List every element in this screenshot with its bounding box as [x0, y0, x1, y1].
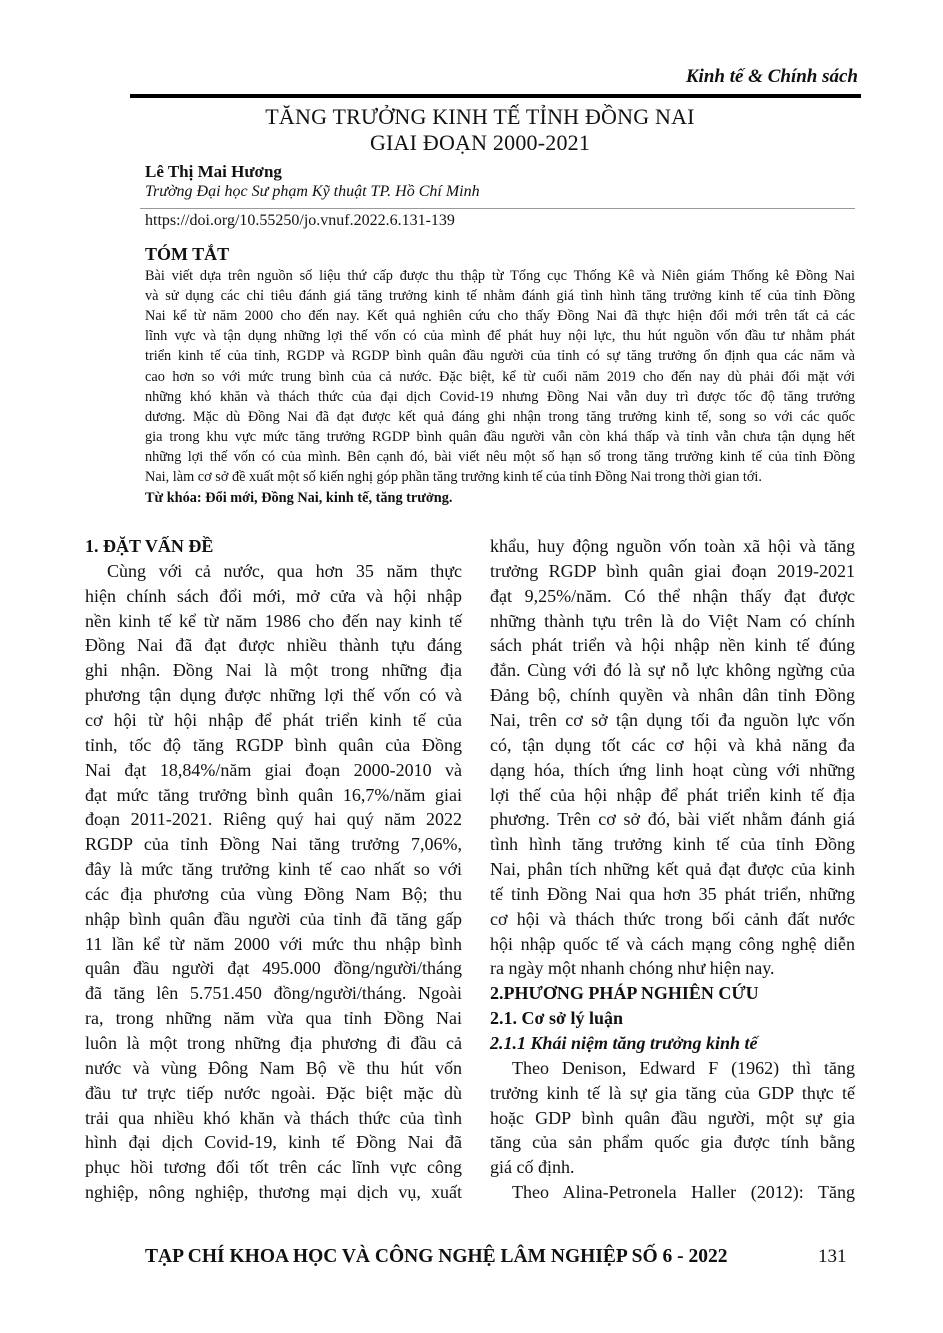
body-line: đầu tư trực tiếp nước ngoài. Đặc biệt mặc dù — [85, 1082, 462, 1103]
body-line: giá cố định. — [490, 1157, 575, 1178]
body-line: ra ngày một nhanh chóng như hiện nay. — [490, 958, 775, 979]
author-name: Lê Thị Mai Hương — [145, 162, 282, 181]
doi-link[interactable]: https://doi.org/10.55250/jo.vnuf.2022.6.131-139 — [145, 212, 455, 229]
body-line: các địa phương của vùng Đồng Nam Bộ; thu — [85, 883, 462, 904]
section-header: Kinh tế & Chính sách — [685, 66, 858, 87]
body-line: nghiệp, nông nghiệp, thương mại dịch vụ, xuất — [85, 1182, 462, 1203]
body-line: 11 lần kể từ năm 2000 với mức thu nhập bình — [85, 933, 462, 954]
body-line: hội nhập quốc tế và cách mạng công nghệ diễn — [490, 933, 855, 954]
body-line: nhập bình quân đầu người của tỉnh đã tăng gấp — [85, 908, 462, 929]
abstract-line: và sử dụng các chỉ tiêu đánh giá tăng trưởng kinh tế nhằm đánh giá tình hình tăng trưởng kinh tế của tỉnh Đồng — [145, 288, 855, 305]
body-line: những thành tựu trên là do Việt Nam có chính — [490, 610, 855, 631]
divider — [140, 208, 855, 209]
abstract-line: những lợi thế vốn có của mình. Bên cạnh đó, bài viết nêu một số hạn số trong tăng trưởng kinh tế của tỉnh Đồng — [145, 448, 855, 465]
body-line: tỉnh, tốc độ tăng RGDP bình quân của Đồng — [85, 734, 462, 755]
body-line: đạt 9,25%/năm. Có thể nhận thấy đạt được — [490, 585, 855, 606]
body-line: đã tăng lên 5.751.450 đồng/người/tháng. Ngoài — [85, 983, 462, 1004]
body-line: hoặc GDP bình quân đầu người, một sự gia — [490, 1107, 855, 1128]
abstract-line: Nai kể từ năm 2000 cho đến nay. Kết quả nghiên cứu cho thấy Đồng Nai đã thực hiện đổi mới trên tất cả các — [145, 308, 855, 325]
body-line: khẩu, huy động nguồn vốn toàn xã hội và tăng — [490, 536, 855, 556]
body-line: đây là mức tăng trưởng kinh tế cao nhất so với — [85, 859, 462, 880]
body-line: RGDP của tỉnh Đồng Nai tăng trưởng 7,06%, — [85, 834, 462, 855]
body-line: luôn là một trong những địa phương đi đầu cả — [85, 1033, 462, 1053]
body-line: Theo Denison, Edward F (1962) thì tăng — [512, 1057, 855, 1078]
abstract-line: lĩnh vực và tận dụng những lợi thế vốn có của mình để phát huy nội lực, thu hút nguồn vốn đầu tư nhằm phát — [145, 328, 855, 345]
body-line: đạt mức tăng trưởng bình quân 16,7%/năm giai — [85, 784, 462, 805]
body-line: Nai, trên cơ sở tận dụng tối đa nguồn lực vốn — [490, 709, 855, 730]
abstract-line: Bài viết dựa trên nguồn số liệu thứ cấp được thu thập từ Tổng cục Thống Kê và Niên giám Thống kê Đồng Nai — [145, 268, 855, 284]
body-line: lợi thế của hội nhập để phát triển kinh tế địa — [490, 784, 855, 805]
abstract-line: triển kinh tế của tỉnh, RGDP và RGDP bình quân đầu người của tỉnh có sự tăng trưởng ổn định qua các năm và — [145, 348, 855, 365]
abstract-line: gia trong khu vực mức tăng trưởng RGDP bình quân đầu người vẫn còn khá thấp và tỉnh vẫn chưa tận dụng hết — [145, 428, 855, 445]
section-heading: 2.1.1 Khái niệm tăng trưởng kinh tế — [490, 1033, 758, 1053]
body-line: phương tận dụng được những lợi thế vốn có và — [85, 685, 462, 706]
abstract-line: Nai, làm cơ sở đề xuất một số kiến nghị góp phần tăng trưởng kinh tế của tỉnh Đồng Nai trong thời gian tới. — [145, 469, 762, 485]
body-line: Cùng với cả nước, qua hơn 35 năm thực — [107, 560, 462, 581]
body-line: ghi nhận. Đồng Nai là một trong những địa — [85, 660, 462, 681]
section-heading: 2.1. Cơ sở lý luận — [490, 1008, 623, 1029]
body-line: nền kinh tế kể từ năm 1986 cho đến nay kinh tế — [85, 610, 462, 631]
abstract-line: dương. Mặc dù Đồng Nai đã đạt được kết quả đáng ghi nhận trong tăng trưởng kinh tế, song so với các quốc — [145, 408, 855, 425]
body-line: cơ hội và thách thức trong bối cảnh đất nước — [490, 908, 855, 929]
abstract-line: cao hơn so với mức trung bình của cả nước. Đặc biệt, kể từ cuối năm 2019 cho đến nay dù phải đối mặt với — [145, 368, 855, 385]
body-line: Đồng Nai đã đạt được nhiều thành tựu đáng — [85, 635, 462, 656]
body-line: trải qua nhiều khó khăn và thách thức của tình — [85, 1107, 462, 1128]
body-line: Theo Alina-Petronela Haller (2012): Tăng — [512, 1182, 855, 1203]
body-line: hiện chính sách đổi mới, mở cửa và hội nhập — [85, 585, 462, 606]
body-line: cơ hội từ hội nhập để phát triển kinh tế của — [85, 709, 462, 730]
body-line: tăng của sản phẩm quốc gia được tính bằng — [490, 1132, 855, 1153]
body-line: đắn. Cùng với đó là sự nỗ lực không ngừng của — [490, 660, 855, 681]
body-line: trưởng RGDP bình quân giai đoạn 2019-2021 — [490, 560, 855, 581]
page-number: 131 — [818, 1246, 847, 1267]
article-title-line-1: TĂNG TRƯỞNG KINH TẾ TỈNH ĐỒNG NAI — [265, 104, 695, 129]
body-line: ra, trong những năm vừa qua tỉnh Đồng Nai — [85, 1008, 462, 1029]
body-line: dạng hóa, thích ứng linh hoạt cùng với những — [490, 759, 855, 780]
body-line: sách phát triển và hội nhập nền kinh tế đúng — [490, 635, 855, 656]
body-line: phương. Trên cơ sở đó, bài viết nhằm đánh giá — [490, 809, 855, 830]
section-heading: 1. ĐẶT VẤN ĐỀ — [85, 536, 214, 556]
body-line: quân đầu người đạt 495.000 đồng/người/tháng — [85, 958, 462, 979]
body-line: Nai, phân tích những kết quả đạt được của kinh — [490, 859, 855, 880]
section-heading: 2.PHƯƠNG PHÁP NGHIÊN CỨU — [490, 983, 759, 1004]
author-affiliation: Trường Đại học Sư phạm Kỹ thuật TP. Hồ Chí Minh — [145, 183, 480, 200]
body-line: Đảng bộ, chính quyền và nhân dân tỉnh Đồng — [490, 685, 855, 706]
body-line: có, tận dụng tốt các cơ hội và khả năng đa — [490, 734, 855, 755]
journal-footer: TẠP CHÍ KHOA HỌC VÀ CÔNG NGHỆ LÂM NGHIỆP SỐ 6 - 2022 — [145, 1246, 728, 1267]
abstract-line: những khó khăn và thách thức của đại dịch Covid-19 nhưng Đồng Nai vẫn duy trì được tốc độ tăng trưởng — [145, 388, 855, 405]
body-line: tình hình tăng trưởng kinh tế của tỉnh Đồng — [490, 834, 855, 855]
article-title-line-2: GIAI ĐOẠN 2000-2021 — [369, 130, 591, 155]
body-line: đoạn 2011-2021. Riêng quý hai quý năm 2022 — [85, 809, 462, 830]
abstract-heading: TÓM TẮT — [145, 244, 230, 264]
body-line: nước và vùng Đông Nam Bộ về thu hút vốn — [85, 1057, 462, 1078]
body-line: Nai đạt 18,84%/năm giai đoạn 2000-2010 và — [85, 759, 462, 780]
body-line: tế tỉnh Đồng Nai qua hơn 35 phát triển, những — [490, 883, 855, 904]
body-line: hình đại dịch Covid-19, kinh tế Đồng Nai đã — [85, 1132, 462, 1153]
header-rule — [130, 94, 861, 98]
body-line: phục hồi tương đối tốt trên các lĩnh vực công — [85, 1157, 462, 1178]
body-line: trưởng kinh tế là sự gia tăng của GDP thực tế — [490, 1082, 855, 1103]
keywords: Từ khóa: Đổi mới, Đồng Nai, kinh tế, tăng trưởng. — [145, 490, 453, 507]
